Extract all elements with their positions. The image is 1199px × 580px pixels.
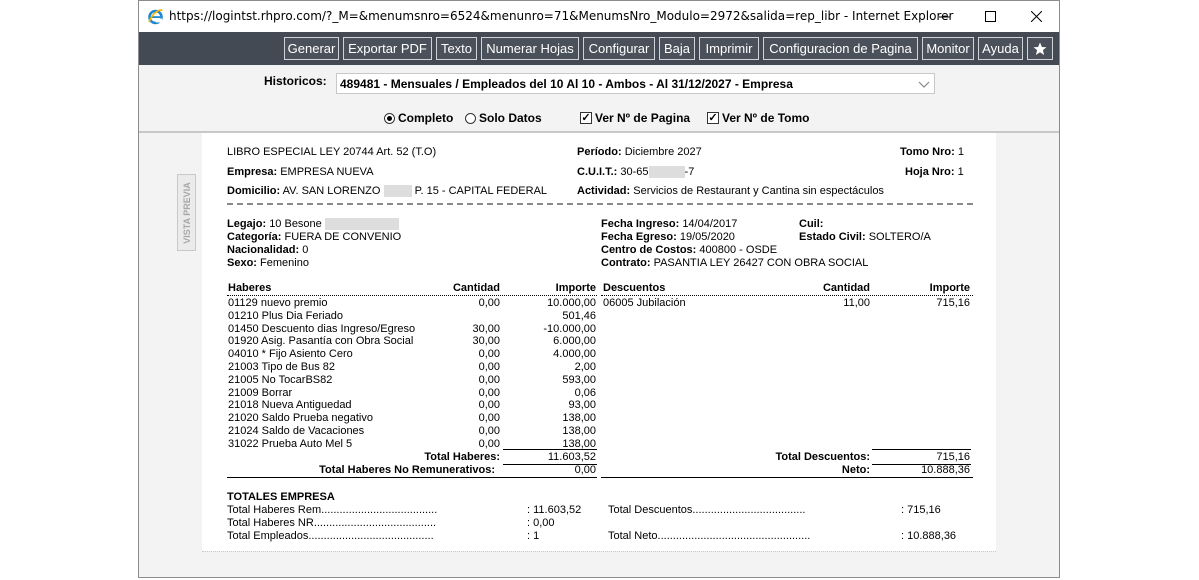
historicos-label: Historicos: — [264, 74, 327, 88]
completo-radio[interactable] — [384, 111, 453, 125]
baja-button[interactable]: Baja — [659, 37, 695, 60]
haber-cantidad: 0,00 — [478, 297, 500, 309]
total-haberes-rem-label: Total Haberes Rem...................................... — [227, 504, 438, 516]
completo-label: Completo — [398, 111, 454, 125]
haber-importe: 2,00 — [574, 361, 596, 373]
ayuda-button[interactable]: Ayuda — [978, 37, 1023, 60]
solo-datos-label: Solo Datos — [479, 111, 542, 125]
haber-importe: 138,00 — [562, 437, 596, 450]
checkmark-icon: ✓ — [708, 112, 718, 124]
monitor-button[interactable]: Monitor — [922, 37, 974, 60]
haber-importe: 593,00 — [562, 373, 596, 386]
imprimir-button[interactable]: Imprimir — [699, 37, 759, 60]
cuil-label: Cuil: — [799, 218, 824, 230]
star-icon — [1033, 42, 1047, 56]
ver-tomo-checkbox[interactable] — [707, 111, 810, 125]
libro-title: LIBRO ESPECIAL LEY 20744 Art. 52 (T.O) — [227, 146, 437, 158]
report-area — [139, 133, 1059, 577]
haber-concepto: 21018 Nueva Antiguedad — [228, 399, 352, 412]
maximize-icon — [985, 11, 996, 22]
historicos-select[interactable] — [336, 73, 935, 94]
haber-concepto: 21020 Saldo Prueba negativo — [228, 412, 373, 425]
favorite-button[interactable] — [1027, 37, 1053, 60]
window-title: https://logintst.rhpro.com/?_M=&menumsnro=6524&menunro=71&MenumsNro_Modulo=2972&salida=rep_libr - Internet Explorer — [169, 9, 954, 23]
haber-concepto: 01450 Descuento dias Ingreso/Egreso — [228, 322, 416, 335]
haber-concepto: 01210 Plus Dia Feriado — [228, 309, 343, 322]
title-bar — [139, 1, 1059, 32]
descuento-concepto: 06005 Jubilación — [603, 297, 686, 309]
texto-button[interactable]: Texto — [436, 37, 477, 60]
total-haberes-value: 11.603,52 — [547, 451, 596, 463]
chevron-down-icon — [918, 78, 930, 90]
descuentos-importe-header: Importe — [929, 282, 970, 294]
header-divider — [227, 203, 973, 205]
categoria: Categoría: FUERA DE CONVENIO — [227, 231, 402, 243]
totales-neto-value: : 10.888,36 — [901, 530, 957, 542]
vista-previa-label: VISTA PREVIA — [181, 181, 192, 244]
haber-cantidad: 0,00 — [478, 348, 500, 361]
historicos-value: 489481 - Mensuales / Empleados del 10 Al 10 - Ambos - Al 31/12/2027 - Empresa — [340, 77, 793, 91]
haber-cantidad: 0,00 — [478, 412, 500, 425]
radio-checked-icon — [384, 113, 395, 124]
total-haberes-nr-value: : 0,00 — [527, 517, 555, 529]
descuentos-header: Descuentos — [603, 282, 666, 294]
nacionalidad: Nacionalidad: 0 — [227, 244, 309, 256]
haber-concepto: 01920 Asig. Pasantía con Obra Social — [228, 335, 414, 348]
centro-costos: Centro de Costos: 400800 - OSDE — [601, 244, 778, 256]
haber-importe: 501,46 — [562, 309, 596, 322]
browser-window — [138, 0, 1060, 578]
neto-label: Neto: — [841, 464, 870, 476]
periodo: Período: Diciembre 2027 — [577, 146, 702, 158]
toolbar — [139, 32, 1059, 65]
haber-cantidad: 0,00 — [478, 373, 500, 386]
exportar-pdf-button[interactable]: Exportar PDF — [343, 37, 432, 60]
minimize-button[interactable] — [921, 1, 967, 32]
haber-concepto: 21005 No TocarBS82 — [228, 373, 333, 386]
minimize-icon — [939, 11, 950, 22]
haber-cantidad: 30,00 — [472, 322, 500, 335]
haber-importe: 6.000,00 — [553, 335, 596, 348]
totales-neto-label: Total Neto.................................................. — [608, 530, 811, 542]
numerar-hojas-button[interactable]: Numerar Hojas — [481, 37, 579, 60]
maximize-button[interactable] — [967, 1, 1013, 32]
radio-unchecked-icon — [465, 113, 476, 124]
descuentos-sum-line — [872, 449, 971, 450]
haber-cantidad: 0,00 — [478, 425, 500, 437]
totales-descuentos-value: : 715,16 — [901, 504, 941, 516]
haber-importe: 10.000,00 — [547, 297, 596, 309]
haberes-cantidad-header: Cantidad — [452, 282, 500, 294]
vista-previa-tab[interactable] — [177, 174, 196, 251]
descuentos-cantidad-header: Cantidad — [822, 282, 870, 294]
checkmark-icon: ✓ — [581, 112, 591, 124]
fecha-ingreso: Fecha Ingreso: 14/04/2017 — [601, 218, 738, 230]
hoja: Hoja Nro: 1 — [905, 166, 964, 178]
empresa: Empresa: EMPRESA NUEVA — [227, 166, 374, 178]
descuentos-bottom-line — [601, 477, 973, 478]
close-button[interactable] — [1013, 1, 1059, 32]
tomo: Tomo Nro: 1 — [900, 146, 964, 158]
haber-cantidad: 0,00 — [478, 386, 500, 399]
fecha-egreso: Fecha Egreso: 19/05/2020 — [601, 231, 735, 243]
total-nr-label: Total Haberes No Remunerativos: — [319, 464, 495, 476]
haber-concepto: 01129 nuevo premio — [228, 297, 328, 309]
haberes-importe-header: Importe — [555, 282, 596, 294]
domicilio: Domicilio: AV. SAN LORENZO P. 15 - CAPITAL FEDERAL — [227, 185, 548, 197]
neto-value: 10.888,36 — [921, 464, 970, 476]
sexo: Sexo: Femenino — [227, 257, 309, 269]
total-empleados-value: : 1 — [527, 530, 540, 542]
haber-concepto: 21003 Tipo de Bus 82 — [228, 361, 336, 373]
total-haberes-nr-label: Total Haberes NR........................................ — [227, 517, 437, 529]
haber-concepto: 04010 * Fijo Asiento Cero — [228, 348, 353, 361]
legajo: Legajo: 10 Besone — [227, 218, 399, 231]
descuentos-header-line — [601, 295, 973, 296]
haberes-bottom-line — [227, 477, 597, 478]
totales-descuentos-label: Total Descuentos..................................... — [608, 504, 806, 516]
internet-explorer-icon — [147, 8, 164, 25]
haber-concepto: 31022 Prueba Auto Mel 5 — [228, 437, 353, 450]
haber-cantidad: 0,00 — [478, 361, 500, 373]
actividad: Actividad: Servicios de Restaurant y Cantina sin espectáculos — [577, 185, 884, 197]
report-page — [202, 133, 996, 551]
total-empleados-label: Total Empleados......................................... — [227, 530, 434, 542]
generar-button[interactable]: Generar — [284, 37, 339, 60]
haber-cantidad: 30,00 — [472, 335, 500, 348]
totales-title: TOTALES EMPRESA — [227, 491, 335, 503]
total-haberes-rem-value: : 11.603,52 — [527, 504, 582, 516]
filters-panel — [139, 65, 1059, 133]
ver-tomo-label: Ver Nº de Tomo — [722, 111, 810, 125]
descuento-importe: 715,16 — [936, 297, 970, 309]
cuit: C.U.I.T.: 30-65 -7 — [577, 166, 695, 178]
total-descuentos-value: 715,16 — [936, 451, 970, 463]
solo-datos-radio[interactable] — [465, 111, 542, 125]
haberes-header: Haberes — [228, 282, 272, 294]
ver-pagina-label: Ver Nº de Pagina — [595, 111, 691, 125]
haber-cantidad: 0,00 — [478, 399, 500, 412]
haberes-sum-line — [503, 449, 597, 450]
haberes-header-line — [227, 295, 597, 296]
descuento-cantidad: 11,00 — [843, 297, 870, 309]
haber-importe: 138,00 — [562, 412, 596, 425]
configurar-button[interactable]: Configurar — [583, 37, 655, 60]
haber-concepto: 21009 Borrar — [228, 386, 293, 399]
ver-pagina-checkbox[interactable] — [580, 111, 690, 125]
total-descuentos-label: Total Descuentos: — [775, 451, 870, 463]
haber-importe: 0,06 — [574, 386, 596, 399]
configuracion-pagina-button[interactable]: Configuracion de Pagina — [763, 37, 918, 60]
page-bottom-edge — [202, 551, 996, 552]
haber-cantidad: 0,00 — [478, 437, 500, 450]
haber-importe: 4.000,00 — [553, 348, 596, 361]
estado-civil: Estado Civil: SOLTERO/A — [799, 231, 931, 243]
total-nr-value: 0,00 — [574, 464, 596, 476]
haber-importe: 93,00 — [568, 399, 596, 412]
total-haberes-label: Total Haberes: — [424, 451, 500, 463]
haber-importe: 138,00 — [562, 425, 596, 437]
haber-importe: -10.000,00 — [543, 322, 596, 335]
contrato: Contrato: PASANTIA LEY 26427 CON OBRA SOCIAL — [601, 257, 869, 269]
close-icon — [1031, 11, 1042, 22]
haber-concepto: 21024 Saldo de Vacaciones — [228, 425, 365, 437]
